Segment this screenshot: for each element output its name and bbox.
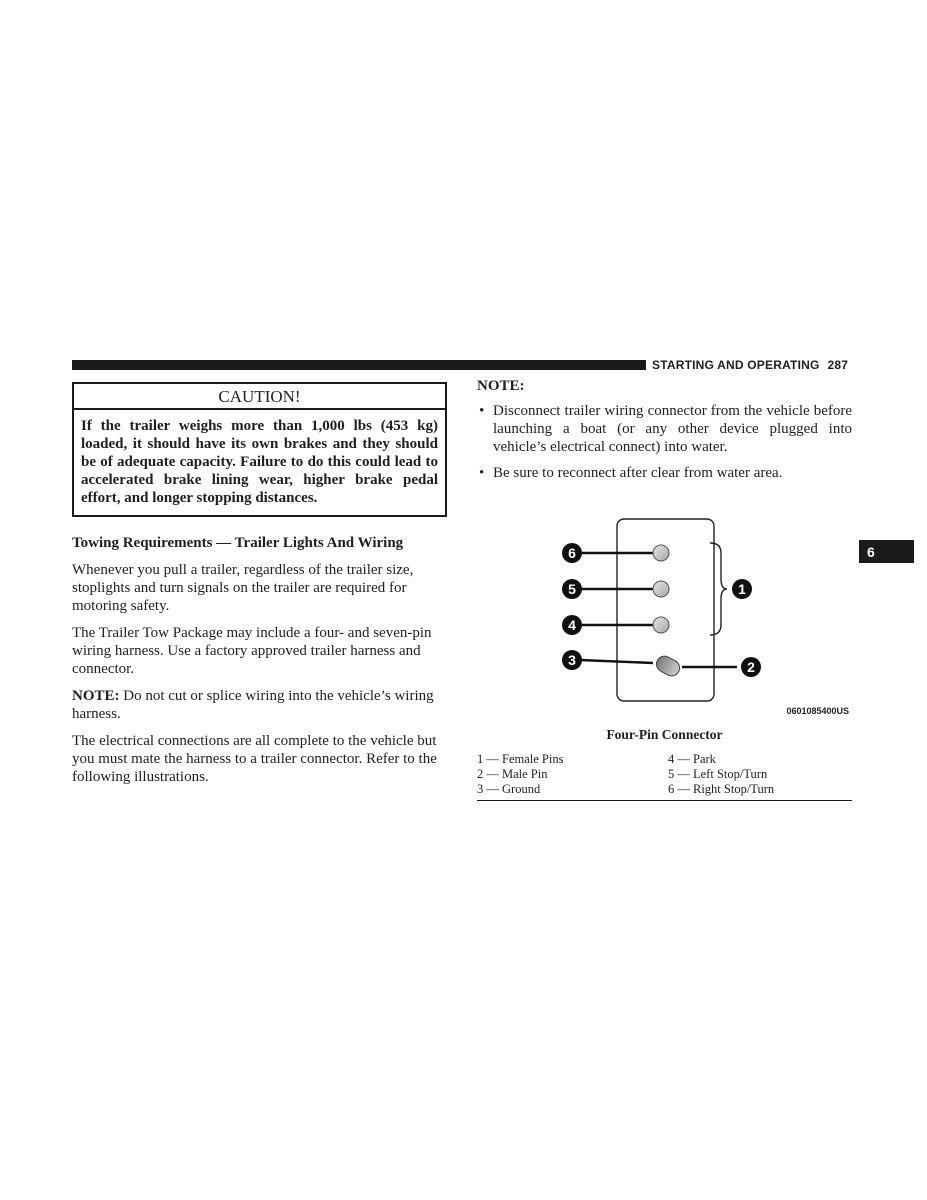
figure-code: 0601085400US xyxy=(786,706,849,716)
figure-caption: Four-Pin Connector xyxy=(606,727,723,742)
caution-body: If the trailer weighs more than 1,000 lbs (453 kg) loaded, it should have its own brakes and they should be of adequate capacity. Failure to do this could lead to accelerated brake lining wear, higher brake pedal effort, and longer stopping distances. xyxy=(81,418,438,506)
header-rule xyxy=(72,360,646,370)
callout-5-label: 5 xyxy=(568,581,576,597)
legend-item: 1 — Female Pins xyxy=(477,752,564,766)
legend-item: 5 — Left Stop/Turn xyxy=(668,767,768,781)
running-header xyxy=(652,358,848,372)
bullet-text: Be sure to reconnect after clear from water area. xyxy=(493,465,783,481)
caution-box xyxy=(72,382,447,517)
callout-6-label: 6 xyxy=(568,545,576,561)
female-pin-5 xyxy=(653,581,669,597)
page-number: 287 xyxy=(827,358,849,372)
note-heading: NOTE: xyxy=(477,378,525,394)
callout-2-label: 2 xyxy=(747,659,755,675)
female-pin-4 xyxy=(653,617,669,633)
note-bullets xyxy=(477,402,852,482)
section-heading: Towing Requirements — Trailer Lights And Wiring xyxy=(72,535,404,551)
legend-item: 2 — Male Pin xyxy=(477,767,548,781)
section-title: STARTING AND OPERATING xyxy=(652,358,820,372)
callout-3-label: 3 xyxy=(568,652,576,668)
callout-1-label: 1 xyxy=(738,581,746,597)
bullet-dot: • xyxy=(479,465,485,481)
list-item xyxy=(477,464,852,482)
callout-4-label: 4 xyxy=(568,617,576,633)
connector-illustration xyxy=(477,515,852,720)
legend-item: 4 — Park xyxy=(668,752,716,766)
paragraph-connections: The electrical connections are all complete to the vehicle but you must mate the harness to a trailer connector. Refer to the following illustrations. xyxy=(72,733,437,785)
bullet-dot: • xyxy=(479,403,485,419)
list-item xyxy=(477,402,852,456)
paragraph-tow-package: The Trailer Tow Package may include a four- and seven-pin wiring harness. Use a factory approved trailer harness and connector. xyxy=(72,625,432,677)
caution-title: CAUTION! xyxy=(74,384,445,410)
note-text: Do not cut or splice wiring into the vehicle’s wiring harness. xyxy=(72,688,434,722)
paragraph-lights-required: Whenever you pull a trailer, regardless of the trailer size, stoplights and turn signals on the trailer are required for motoring safety. xyxy=(72,562,414,614)
chapter-tab[interactable]: 6 xyxy=(859,540,914,563)
figure-legend xyxy=(477,752,852,801)
note-label: NOTE: xyxy=(72,688,120,704)
bullet-text: Disconnect trailer wiring connector from the vehicle before launching a boat (or any other device plugged into vehicle’s electrical connect) into water. xyxy=(493,403,852,455)
left-column xyxy=(72,382,447,786)
right-column xyxy=(477,378,852,490)
four-pin-connector-diagram xyxy=(477,515,852,720)
note-paragraph xyxy=(72,687,447,723)
legend-item: 3 — Ground xyxy=(477,782,541,796)
female-pin-6 xyxy=(653,545,669,561)
legend-item: 6 — Right Stop/Turn xyxy=(668,782,775,796)
